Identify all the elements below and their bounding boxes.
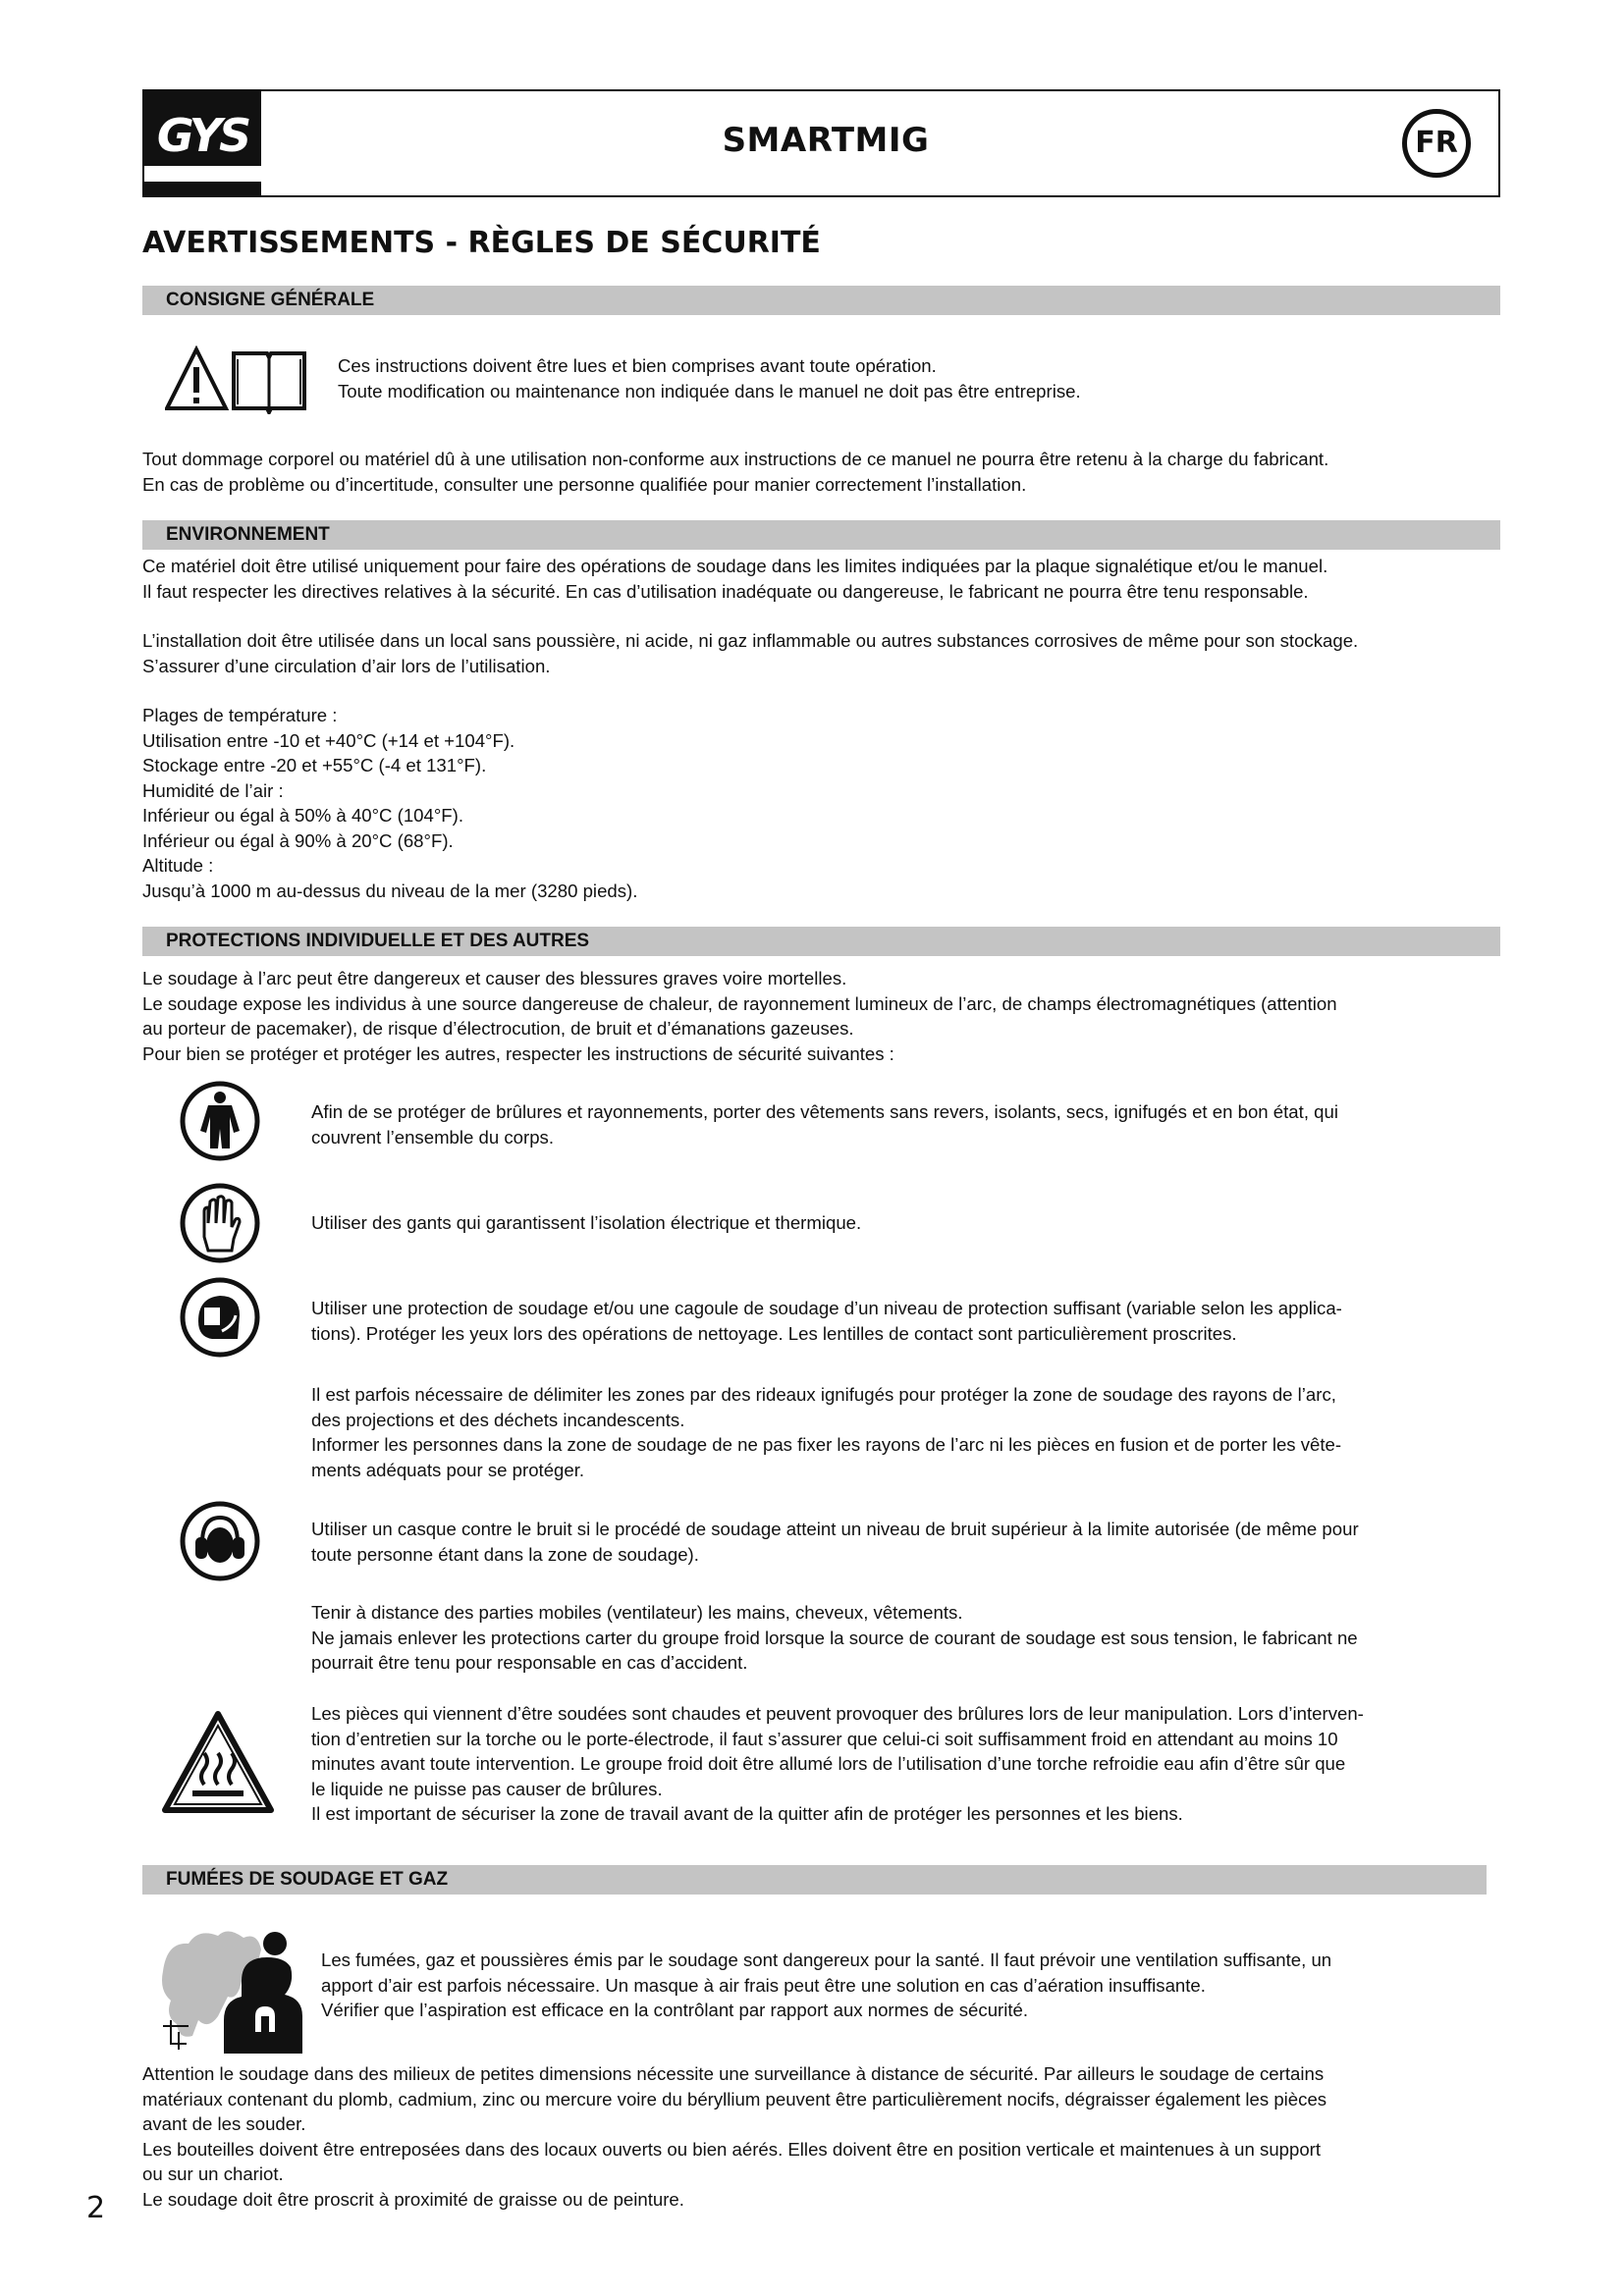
section-heading-environment: ENVIRONNEMENT: [142, 520, 1500, 550]
protection-clothing-text: Afin de se protéger de brûlures et rayonnements, porter des vêtements sans revers, isolants, secs, ignifugés et en bon état, qui couvrent l’ensemble du corps.: [311, 1101, 1338, 1148]
page-header: [142, 89, 1500, 197]
section-heading-fumes: FUMÉES DE SOUDAGE ET GAZ: [142, 1865, 1487, 1895]
language-badge: FR: [1402, 109, 1471, 178]
page-title: AVERTISSEMENTS - RÈGLES DE SÉCURITÉ: [142, 226, 821, 260]
fumes-notice-text: Les fumées, gaz et poussières émis par le soudage sont dangereux pour la santé. Il faut prévoir une ventilation suffisante, un apport d’air est parfois nécessaire. Un masque à air frais peut être une solution en cas d’aération insuffisante. Vérifier que l’aspiration est efficace en la contrôlant par rapport aux normes de sécurité.: [321, 1949, 1332, 2020]
hot-surface-warning-icon: [159, 1708, 277, 1821]
environment-paragraph-1: Ce matériel doit être utilisé uniquement pour faire des opérations de soudage dans les limites indiquées par la plaque signalétique et/ou le manuel. Il faut respecter les directives relatives à la sécurité. En cas d’utilisation inadéquate ou dangereuse, le fabricant ne pourra être tenu responsable.: [142, 556, 1328, 602]
fumes-paragraph: Attention le soudage dans des milieux de petites dimensions nécessite une surveillance à distance de sécurité. Par ailleurs le soudage de certains matériaux contenant du plomb, cadmium, zinc ou mercure voire du béryllium peuvent être particulièrement nocifs, dégraisser également les pièces avant de les souder. Les bouteilles doivent être entreposées dans des locaux ouverts ou bien aérés. Elles doivent être en position verticale et maintenues à un support ou sur un chariot. Le soudage doit être proscrit à proximité de graisse ou de peinture.: [142, 2063, 1327, 2210]
protection-moving-parts-text: Tenir à distance des parties mobiles (ventilateur) les mains, cheveux, vêtements. Ne jamais enlever les protections carter du groupe froid lorsque la source de courant de soudage est sous tension, le fabricant ne pourrait être tenu pour responsable en cas d’accident.: [311, 1602, 1358, 1673]
general-paragraph: Tout dommage corporel ou matériel dû à une utilisation non-conforme aux instructions de ce manuel ne pourra être retenu à la charge du fabricant. En cas de problème ou d’incertitude, consulter une personne qualifiée pour manier correctement l’installation.: [142, 449, 1329, 495]
page-number: 2: [86, 2191, 106, 2225]
ear-protection-icon: [179, 1500, 261, 1587]
environment-paragraph-2: L’installation doit être utilisée dans un local sans poussière, ni acide, ni gaz inflammable ou autres substances corrosives de même pour son stockage. S’assurer d’une circulation d’air lors de l’utilisation.: [142, 630, 1359, 676]
logo-text: GYS: [156, 109, 249, 162]
protection-mask-text: Utiliser une protection de soudage et/ou une cagoule de soudage d’un niveau de protection suffisant (variable selon les applica- tions). Protéger les yeux lors des opérations de nettoyage. Les lentilles de contact sont particulièrement proscrites.: [311, 1298, 1342, 1344]
protection-gloves-text: Utiliser des gants qui garantissent l’isolation électrique et thermique.: [311, 1212, 862, 1233]
section-heading-general: CONSIGNE GÉNÉRALE: [142, 286, 1500, 315]
gloves-icon: [179, 1182, 261, 1269]
protection-curtains-text: Il est parfois nécessaire de délimiter les zones par des rideaux ignifugés pour protéger la zone de soudage des rayons de l’arc, des projections et des déchets incandescents. Informer les personnes dans la zone de soudage de ne pas fixer les rayons de l’arc ni les pièces en fusion et de porter les vête- ments adéquats pour se protéger.: [311, 1384, 1342, 1480]
warning-manual-icon: [165, 346, 308, 419]
protection-hot-parts-text: Les pièces qui viennent d’être soudées sont chaudes et peuvent provoquer des brûlures lors de leur manipulation. Lors d’interven- tion d’entretien sur la torche ou le porte-électrode, il faut s’assurer que celui-ci soit suffisamment froid en attendant au moins 10 minutes avant toute intervention. Le groupe froid doit être allumé lors de l’utilisation d’une torche refroidie eau afin d’être sûr que le liquide ne puisse pas causer de brûlures. Il est important de sécuriser la zone de travail avant de la quitter afin de protéger les personnes et les biens.: [311, 1703, 1364, 1824]
general-notice: Ces instructions doivent être lues et bien comprises avant toute opération. Toute modification ou maintenance non indiquée dans le manuel ne doit pas être entreprise.: [338, 355, 1081, 401]
protections-intro: Le soudage à l’arc peut être dangereux et causer des blessures graves voire mortelles. Le soudage expose les individus à une source dangereuse de chaleur, de rayonnement lumineux de l’arc, de champs électromagnétiques (attention au porteur de pacemaker), de risque d’électrocution, de bruit et d’émanations gazeuses. Pour bien se protéger et protéger les autres, respecter les instructions de sécurité suivantes :: [142, 968, 1337, 1064]
protective-clothing-icon: [179, 1080, 261, 1167]
welding-mask-icon: [179, 1276, 261, 1363]
product-title: SMARTMIG: [722, 121, 930, 160]
gys-logo: [144, 91, 261, 195]
environment-specs: Plages de température : Utilisation entre -10 et +40°C (+14 et +104°F). Stockage entre -20 et +55°C (-4 et 131°F). Humidité de l’air : Inférieur ou égal à 50% à 40°C (104°F). Inférieur ou égal à 90% à 20°C (68°F). Altitude : Jusqu’à 1000 m au-dessus du niveau de la mer (3280 pieds).: [142, 705, 638, 901]
section-heading-protections: PROTECTIONS INDIVIDUELLE ET DES AUTRES: [142, 927, 1500, 956]
protection-noise-text: Utiliser un casque contre le bruit si le procédé de soudage atteint un niveau de bruit supérieur à la limite autorisée (de même pour toute personne étant dans la zone de soudage).: [311, 1519, 1359, 1565]
fumes-hazard-icon: [159, 1922, 306, 2060]
